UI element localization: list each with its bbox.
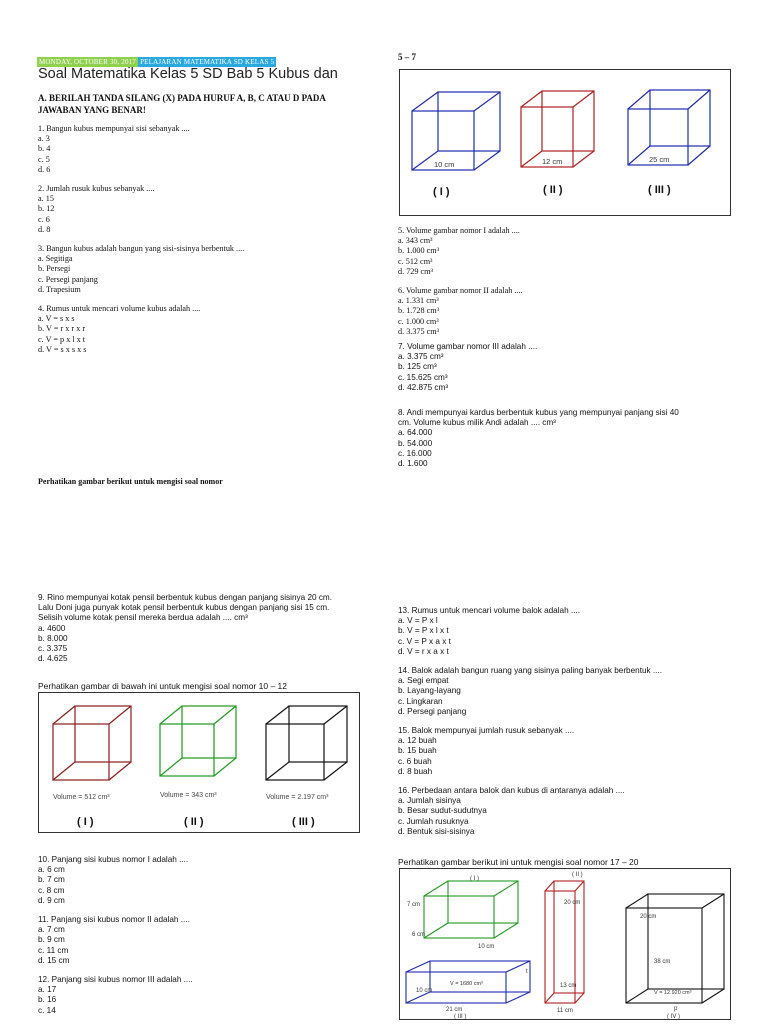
fig3-iii-label-2: 10 cm (416, 988, 433, 994)
option[interactable]: b. 1.000 cm³ (398, 246, 440, 256)
option[interactable]: a. Jumlah sisinya (398, 796, 461, 806)
fig3-numeral-1: ( I ) (470, 876, 479, 882)
cube-i-icon (412, 92, 500, 170)
fig1-label-2: 12 cm (542, 157, 563, 166)
option[interactable]: b. 9 cm (38, 935, 65, 945)
figure3-caption: Perhatikan gambar berikut ini untuk mengisi soal nomor 17 – 20 (398, 857, 639, 867)
fig3-iii-label-4: t (526, 969, 528, 975)
question-block (38, 855, 193, 906)
option[interactable]: a. 1.331 cm³ (398, 296, 439, 306)
option[interactable]: a. 6 cm (38, 865, 65, 875)
question-list-1-4 (38, 124, 244, 355)
option[interactable]: d. 9 cm (38, 895, 65, 905)
blocks-drawing (400, 869, 730, 1019)
question-block (398, 726, 662, 777)
question-text: 10. Panjang sisi kubus nomor I adalah .... (38, 855, 189, 864)
question-text: Selisih volume kotak pensil mereka berdua adalah .... cm³ (38, 613, 248, 623)
option[interactable]: d. Bentuk sisi-sisinya (398, 826, 475, 836)
option[interactable]: a. 3 (38, 134, 50, 144)
option[interactable]: a. 12 buah (398, 736, 437, 746)
option[interactable]: a. Segi empat (398, 676, 449, 686)
option[interactable]: d. V = s x s x s (38, 344, 87, 354)
option[interactable]: c. V = P x a x t (398, 636, 451, 646)
question-text: 2. Jumlah rusuk kubus sebanyak .... (38, 184, 155, 194)
option[interactable]: c. 6 (38, 214, 50, 224)
question-block (38, 304, 244, 355)
figure-cubes-10-12 (38, 692, 360, 833)
fig3-i-label-1: 7 cm (407, 902, 421, 908)
fig3-numeral-4: ( IV ) (667, 1014, 680, 1019)
fig3-iv-label-1: 20 cm (640, 914, 657, 920)
option[interactable]: c. 5 (38, 154, 50, 164)
option[interactable]: c. 6 buah (398, 756, 432, 766)
option[interactable]: d. 6 (38, 164, 51, 174)
fig3-iii-label-1: V = 1680 cm³ (450, 981, 483, 987)
option[interactable]: d. 8 (38, 224, 51, 234)
option[interactable]: d. 15 cm (38, 955, 70, 965)
instruction-text: A. BERILAH TANDA SILANG (X) PADA HURUF A, B, C ATAU D PADA JAWABAN YANG BENAR! (38, 93, 326, 115)
fig1-numeral-2: ( II ) (543, 184, 563, 196)
option[interactable]: d. 729 cm³ (398, 266, 433, 276)
question-block (38, 244, 244, 295)
option[interactable]: b. Layang-layang (398, 686, 461, 696)
question-block (398, 606, 662, 657)
option[interactable]: c. 512 cm³ (398, 256, 433, 266)
cubes-drawing (400, 70, 730, 215)
option[interactable]: b. 12 (38, 204, 55, 214)
option[interactable]: c. Lingkaran (398, 696, 443, 706)
option[interactable]: d. 8 buah (398, 766, 433, 776)
note-text: Perhatikan gambar berikut untuk mengisi soal nomor (38, 477, 223, 486)
fig3-numeral-3: ( III ) (454, 1014, 467, 1019)
question-block (38, 184, 244, 235)
post-date[interactable]: MONDAY, OCTOBER 30, 2017 (39, 58, 137, 66)
range-label: 5 – 7 (398, 52, 416, 62)
figure-cubes-5-7 (399, 69, 731, 216)
option[interactable]: d. Trapesium (38, 284, 81, 294)
block-i-icon (424, 881, 518, 938)
question-text: 7. Volume gambar nomor III adalah .... (398, 342, 538, 351)
fig3-ii-label-1: 20 cm (564, 900, 581, 906)
question-text: 5. Volume gambar nomor I adalah .... (398, 226, 520, 235)
option[interactable]: c. V = p x l x t (38, 334, 86, 344)
page-title: Soal Matematika Kelas 5 SD Bab 5 Kubus dan (38, 66, 338, 82)
option[interactable]: a. V = P x l (398, 616, 438, 626)
fig3-ii-label-2: 13 cm (560, 983, 577, 989)
fig2-numeral-3: ( III ) (292, 816, 315, 828)
question-block (398, 666, 662, 717)
fig3-numeral-2: ( II ) (572, 872, 583, 878)
option[interactable]: b. V = r x r x r (38, 324, 86, 334)
cube-ii-icon (521, 91, 594, 167)
fig1-label-1: 10 cm (434, 160, 455, 169)
option[interactable]: a. 4600 (38, 623, 66, 633)
option[interactable]: a. Segitiga (38, 254, 73, 264)
option[interactable]: b. 4 (38, 144, 51, 154)
option[interactable]: b. 15 buah (398, 746, 437, 756)
post-label[interactable]: PELAJARAN MATEMATIKA SD KELAS 5 (140, 58, 275, 66)
question-text: Lalu Doni juga punyak kotak pensil berbentuk kubus dengan panjang sisi 15 cm. (38, 603, 330, 613)
option[interactable]: c. 15.625 cm³ (398, 372, 448, 382)
option[interactable]: c. 8 cm (38, 885, 65, 895)
option[interactable]: d. 1.600 (398, 459, 428, 469)
cubes-volume-drawing (39, 693, 359, 832)
option[interactable]: b. 16 (38, 995, 57, 1005)
option[interactable]: a. 64.000 (398, 428, 433, 438)
question-text: 3. Bangun kubus adalah bangun yang sisi-sisinya berbentuk .... (38, 244, 245, 254)
question-text: cm. Volume kubus milik Andi adalah .... cm³ (398, 418, 556, 428)
fig3-ii-label-3: 11 cm (557, 1008, 573, 1014)
fig2-label-2: Volume = 343 cm³ (160, 792, 217, 799)
question-text: 8. Andi mempunyai kardus berbentuk kubus yang mempunyai panjang sisi 40 (398, 408, 679, 417)
fig3-iv-label-4: p (674, 1006, 678, 1012)
fig3-i-label-2: 6 cm (412, 932, 426, 938)
option[interactable]: b. Besar sudut-sudutnya (398, 806, 487, 816)
question-list-10-12 (38, 855, 193, 1016)
option[interactable]: a. V = s x s (38, 314, 75, 324)
question-block (38, 915, 193, 966)
question-block-7 (398, 342, 537, 393)
question-text: 14. Balok adalah bangun ruang yang sisinya paling banyak berbentuk .... (398, 666, 663, 676)
question-block (398, 286, 523, 337)
fig3-iii-label-3: 21 cm (446, 1007, 463, 1013)
option[interactable]: c. Jumlah rusuknya (398, 816, 469, 826)
question-text: 12. Panjang sisi kubus nomor III adalah .... (38, 975, 193, 985)
option[interactable]: b. 8.000 (38, 633, 68, 643)
option[interactable]: c. 16.000 (398, 448, 432, 458)
option[interactable]: b. 7 cm (38, 875, 65, 885)
option[interactable]: c. 1.000 cm³ (398, 316, 439, 326)
option[interactable]: d. 3.375 cm³ (398, 326, 440, 336)
question-list-5-7 (398, 226, 523, 337)
question-block (38, 124, 244, 175)
figure2-caption: Perhatikan gambar di bawah ini untuk mengisi soal nomor 10 – 12 (38, 681, 288, 691)
option[interactable]: b. V = P x l x t (398, 626, 449, 636)
question-text: 15. Balok mempunyai jumlah rusuk sebanyak .... (398, 726, 575, 736)
cube-343-icon (160, 706, 236, 776)
question-text: 4. Rumus untuk mencari volume kubus adalah .... (38, 304, 201, 314)
question-list-13-16 (398, 606, 662, 837)
option[interactable]: d. Persegi panjang (398, 706, 467, 716)
question-block (398, 226, 523, 277)
fig3-i-label-3: 10 cm (478, 944, 495, 950)
option[interactable]: a. 7 cm (38, 925, 65, 935)
question-text: 13. Rumus untuk mencari volume balok adalah .... (398, 606, 581, 615)
option[interactable]: a. 343 cm³ (398, 236, 433, 246)
question-text: 1. Bangun kubus mempunyai sisi sebanyak .... (38, 124, 190, 133)
option[interactable]: a. 3.375 cm³ (398, 352, 444, 362)
cube-2197-icon (266, 706, 347, 780)
question-block (38, 975, 193, 1016)
option[interactable]: c. 3.375 (38, 644, 68, 654)
option[interactable]: d. 42.875 cm³ (398, 382, 449, 392)
fig1-numeral-3: ( III ) (648, 184, 671, 196)
option[interactable]: c. Persegi panjang (38, 274, 98, 284)
option[interactable]: d. 4.625 (38, 654, 68, 664)
question-block (398, 786, 662, 837)
fig3-iv-label-2: 38 cm (654, 959, 671, 965)
question-text: 11. Panjang sisi kubus nomor II adalah .... (38, 915, 190, 925)
question-block-9 (38, 593, 332, 664)
cube-512-icon (53, 706, 131, 780)
cube-iii-icon (628, 90, 710, 165)
option[interactable]: c. 11 cm (38, 945, 69, 955)
fig2-label-1: Volume = 512 cm³ (53, 794, 110, 801)
option[interactable]: a. 17 (38, 985, 57, 995)
fig2-numeral-2: ( II ) (184, 816, 204, 828)
fig1-label-3: 25 cm (649, 155, 670, 164)
fig1-numeral-1: ( I ) (433, 186, 450, 198)
option[interactable]: b. 54.000 (398, 438, 433, 448)
option[interactable]: d. V = r x a x t (398, 646, 449, 656)
option[interactable]: b. 125 cm³ (398, 362, 437, 372)
question-block-8 (398, 408, 679, 469)
figure-blocks-17-20 (399, 868, 731, 1020)
question-text: 9. Rino mempunyai kotak pensil berbentuk kubus dengan panjang sisinya 20 cm. (38, 593, 333, 602)
option[interactable]: b. 1.728 cm³ (398, 306, 440, 316)
fig2-label-3: Volume = 2.197 cm³ (266, 794, 329, 801)
fig3-iv-label-3: V = 12.920 cm³ (654, 990, 692, 996)
fig2-numeral-1: ( I ) (77, 816, 94, 828)
block-iv-icon (626, 894, 724, 1003)
option[interactable]: c. 14 (38, 1005, 56, 1015)
question-text: 16. Perbedaan antara balok dan kubus di antaranya adalah .... (398, 786, 625, 796)
question-text: 6. Volume gambar nomor II adalah .... (398, 286, 523, 296)
option[interactable]: a. 15 (38, 194, 54, 204)
option[interactable]: b. Persegi (38, 264, 71, 274)
